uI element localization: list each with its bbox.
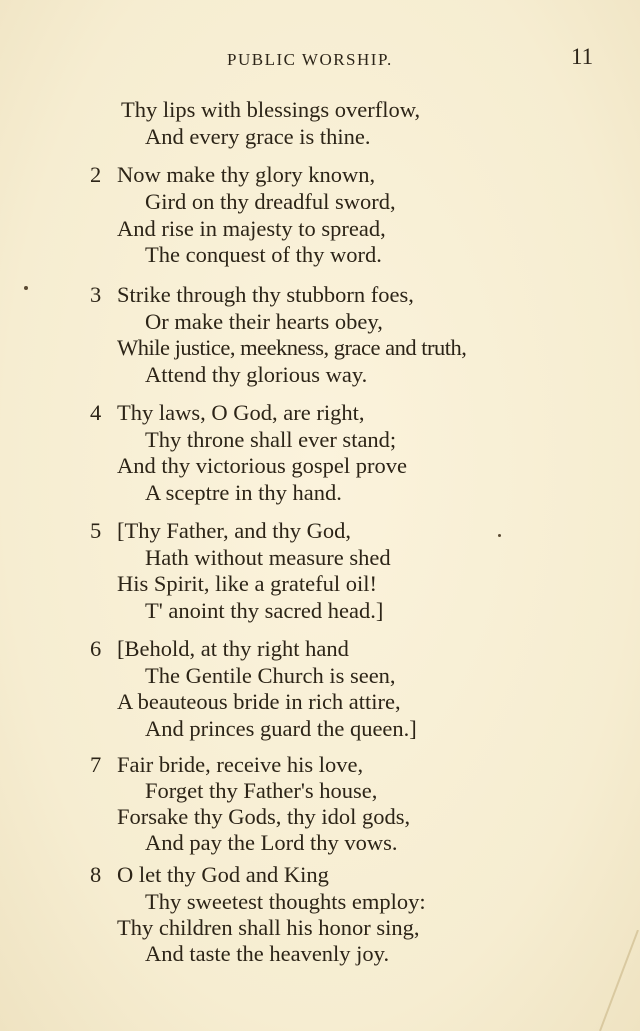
stanza-number: 5 <box>90 518 102 543</box>
running-title: PUBLIC WORSHIP. <box>227 50 393 69</box>
stanza-number: 8 <box>90 862 102 887</box>
stanza-number: 6 <box>90 636 102 661</box>
stanza-number: 2 <box>90 162 102 187</box>
stanza-number: 3 <box>90 282 102 307</box>
page-number: 11 <box>571 44 594 69</box>
scan-speck <box>24 286 28 290</box>
scan-speck <box>498 534 501 537</box>
hymnal-page: PUBLIC WORSHIP. 11 Thy lips with blessings overflow, And every grace is thine. 2 Now make thy glory known, Gird on thy dreadful sword, And rise in majesty to spread, The conquest of thy word. 3 Strike through thy stubborn foes, Or make their hearts obey, While justice, meekness, grace and truth, Attend thy glorious way. 4 Thy laws, O God, are right, Thy throne shall ever stand; And thy victorious gospel prove A sceptre in thy hand. 5 [Thy Father, and thy God, Hath without measure shed His Spirit, like a grateful oil! T' anoint thy sacred head.] 6 [Behold, at thy right hand The Gentile Church is seen, A beauteous bride in rich attire, And princes guard the queen.] 7 Fair bride, receive his love, Forget thy Father's house, Forsake thy Gods, thy idol gods, And pay the Lord thy vows. 8 O let thy God and King Thy sweetest thoughts employ: Thy children shall his honor sing, And taste the heavenly joy. <box>0 0 640 1031</box>
page-crease <box>560 930 640 1031</box>
page-header <box>0 44 640 74</box>
stanza-number: 7 <box>90 752 102 777</box>
stanza-number: 4 <box>90 400 102 425</box>
